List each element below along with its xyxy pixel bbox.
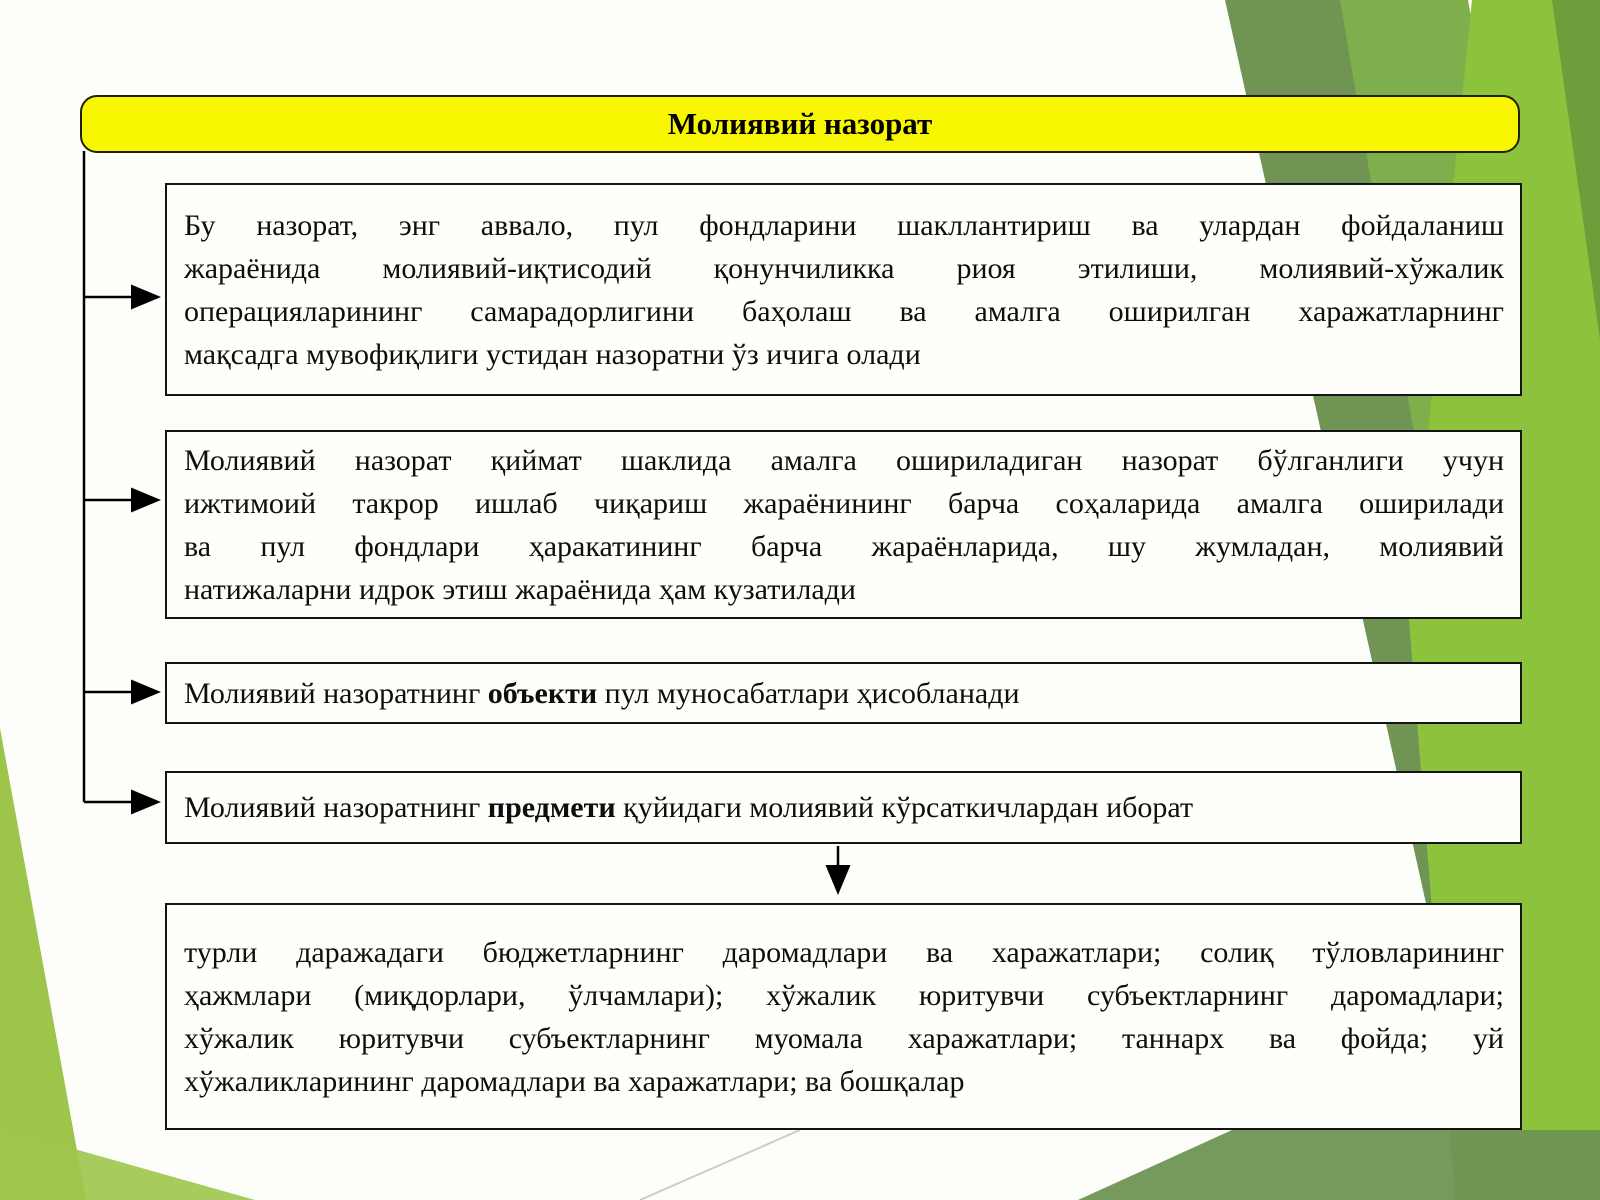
object-prefix-text: Молиявий назоратнинг — [184, 676, 488, 710]
text-line: Бу назорат, энг аввало, пул фондларини шакллантириш ва улардан фойдаланиш — [184, 208, 1504, 242]
text-line: хўжаликларининг даромадлари ва харажатлари; ва бошқалар — [184, 1064, 965, 1098]
text-line: мақсадга мувофиқлиги устидан назоратни ўз ичига олади — [184, 337, 921, 371]
text-line: натижаларни идрок этиш жараёнида ҳам кузатилади — [184, 572, 856, 606]
text-line: ижтимоий такрор ишлаб чиқариш жараёнининг барча соҳаларида амалга оширилади — [184, 486, 1504, 520]
text-line: турли даражадаги бюджетларнинг даромадлари ва харажатлари; солиқ тўловларининг — [184, 935, 1504, 969]
subject-suffix-text: қуйидаги молиявий кўрсаткичлардан иборат — [615, 791, 1194, 824]
text-line: Молиявий назорат қиймат шаклида амалга ошириладиган назорат бўлганлиги учун — [184, 443, 1504, 477]
text-box-subject — [165, 771, 1522, 844]
text-box-object — [165, 662, 1522, 724]
subject-prefix-text: Молиявий назоратнинг — [184, 791, 488, 824]
text-line: хўжалик юритувчи субъектларнинг муомала харажатлари; таннарх ва фойда; уй — [184, 1021, 1504, 1055]
text-box-scope — [165, 430, 1522, 619]
text-line: операцияларининг самарадорлигини баҳолаш ва амалга оширилган харажатларнинг — [184, 294, 1504, 328]
text-box-definition — [165, 183, 1522, 396]
page-title: Молиявий назорат — [667, 106, 933, 141]
object-bold-text: объекти — [487, 676, 598, 710]
title-bar — [80, 95, 1520, 153]
text-box-indicators — [165, 903, 1522, 1130]
text-line: ва пул фондлари ҳаракатининг барча жараёнларида, шу жумладан, молиявий — [184, 529, 1504, 563]
text-line: жараёнида молиявий-иқтисодий қонунчиликка риоя этилиши, молиявий-хўжалик — [184, 251, 1504, 285]
subject-bold-text: предмети — [487, 791, 616, 824]
object-suffix-text: пул муносабатлари ҳисобланади — [597, 676, 1020, 710]
text-line — [184, 672, 1504, 715]
text-line: ҳажмлари (миқдорлари, ўлчамлари); хўжалик юритувчи субъектларнинг даромадлари; — [184, 978, 1504, 1012]
text-line — [184, 786, 1504, 829]
